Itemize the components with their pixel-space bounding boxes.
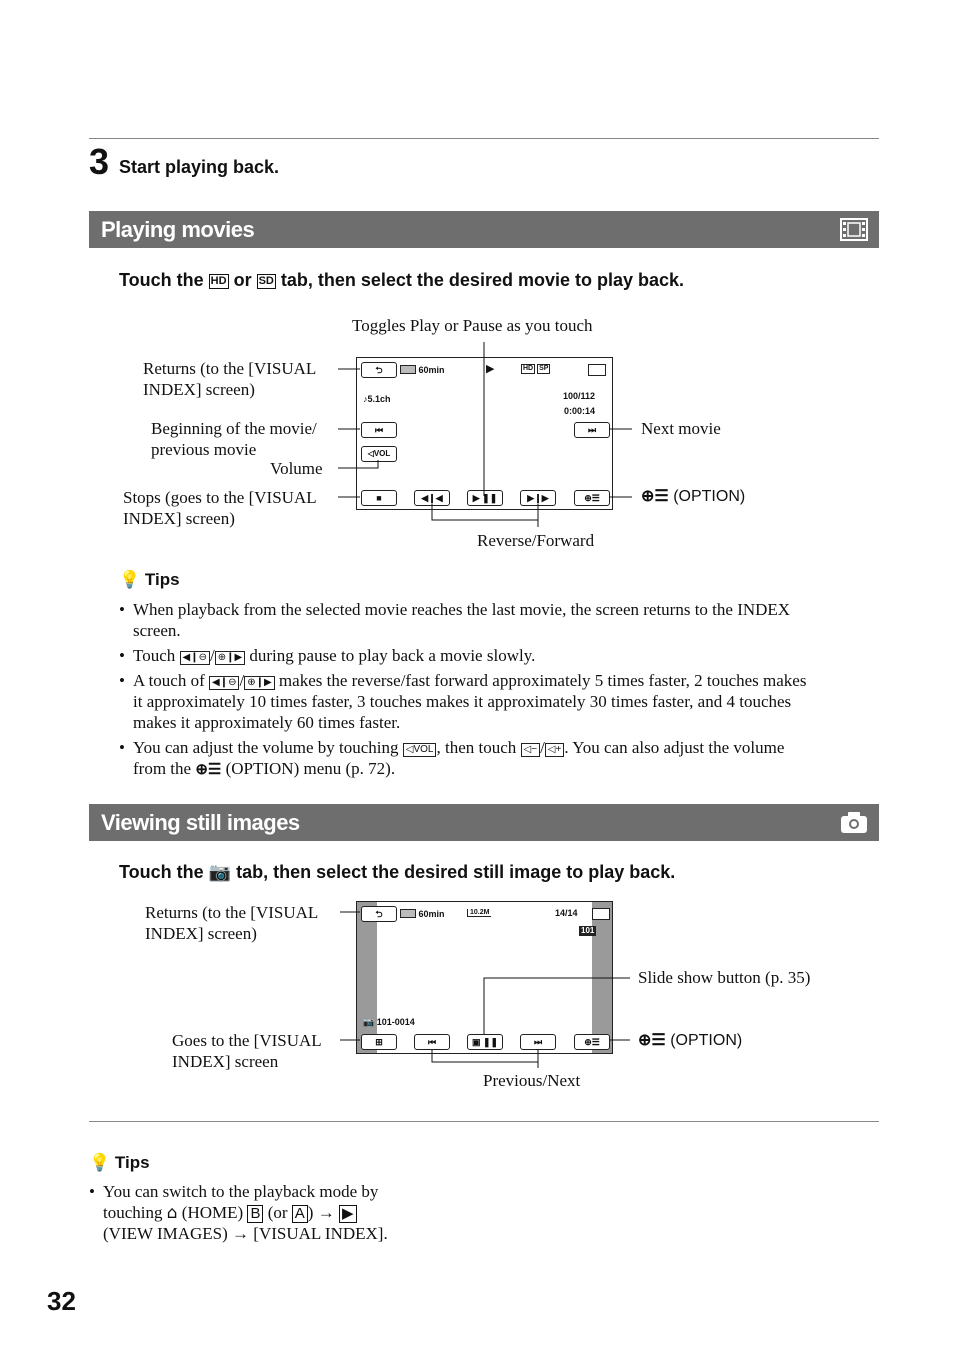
volume-label: VOL bbox=[373, 449, 391, 458]
tip-bullet-4: • bbox=[119, 738, 125, 757]
bottom-tip-text-b: (HOME) bbox=[181, 1203, 244, 1222]
hd-mode-icon: HD bbox=[523, 365, 534, 372]
tip-4-text-c: . You can also adjust the volume bbox=[564, 738, 785, 757]
forward-icon: ⊕❙▶ bbox=[244, 676, 274, 690]
stills-instruction-post: tab, then select the desired still image to play back. bbox=[236, 862, 676, 882]
step-title: Start playing back. bbox=[119, 157, 280, 177]
callout-volume: Volume bbox=[270, 459, 323, 478]
callout-reverse-forward: Reverse/Forward bbox=[477, 531, 595, 550]
option-icon: ⊕☰ bbox=[638, 1032, 666, 1049]
bottom-tip-line-3: (VIEW IMAGES) → [VISUAL INDEX]. bbox=[103, 1224, 388, 1243]
stills-callout-goes-2: INDEX] screen bbox=[172, 1052, 279, 1071]
bottom-tip-text-c: (or bbox=[267, 1203, 288, 1222]
tip-bullet-1: • bbox=[119, 600, 125, 619]
instruction-or: or bbox=[233, 270, 252, 290]
tip-2-text-a: Touch bbox=[133, 646, 176, 665]
callout-stops-2: INDEX] screen) bbox=[123, 509, 235, 528]
tip-4-line-1: You can adjust the volume by touching ◁VOL , then touch ◁− / ◁+ . You can also adjust the volume bbox=[133, 738, 785, 757]
play-pause-button[interactable]: ▶ ❚❚ bbox=[467, 490, 503, 506]
battery-remaining: 60min bbox=[418, 365, 445, 375]
tip-4-text-d: from the bbox=[133, 759, 192, 778]
key-b: B bbox=[247, 1205, 263, 1223]
folder-indicator: 101 bbox=[581, 926, 595, 935]
callout-next: Next movie bbox=[641, 419, 721, 438]
tip-3-text-b: makes the reverse/fast forward approximately 5 times faster, 2 touches makes bbox=[278, 671, 807, 690]
still-counter: 14/14 bbox=[555, 908, 578, 918]
home-icon: ⌂ bbox=[166, 1203, 178, 1223]
tip-3-line-3: makes it approximately 60 times faster. bbox=[133, 713, 401, 732]
section-title-stills: Viewing still images bbox=[101, 810, 300, 835]
next-image-button[interactable]: ⏭ bbox=[520, 1034, 556, 1050]
tip-bullet-2: • bbox=[119, 646, 125, 665]
image-size-value: 10.2M bbox=[467, 909, 491, 917]
tip-3-line-2: it approximately 10 times faster, 3 touches makes it approximately 30 times faster, and 4 touches bbox=[133, 692, 792, 711]
callout-stops-1: Stops (goes to the [VISUAL bbox=[123, 488, 317, 507]
camera-tab-icon: 📷 bbox=[208, 862, 232, 882]
bottom-tips-heading-label: Tips bbox=[114, 1153, 150, 1172]
slide-show-button[interactable]: ▣ ❚❚ bbox=[467, 1034, 503, 1050]
option-icon: ⊕☰ bbox=[641, 488, 669, 505]
view-images-icon: ▶ bbox=[339, 1205, 357, 1223]
stills-return-button[interactable]: ⮌ bbox=[361, 906, 397, 922]
tip-3-text-a: A touch of bbox=[133, 671, 205, 690]
quality-indicator: SP bbox=[539, 365, 549, 372]
index-button[interactable]: ⊞ bbox=[361, 1034, 397, 1050]
stills-callout-slideshow: Slide show button (p. 35) bbox=[638, 968, 811, 987]
tip-2-text-b: during pause to play back a movie slowly. bbox=[249, 646, 536, 665]
callout-toggle: Toggles Play or Pause as you touch bbox=[352, 316, 593, 335]
movie-counter: 100/112 bbox=[563, 391, 596, 401]
sd-tab-icon: SD bbox=[258, 275, 274, 287]
tips-heading-bottom bbox=[89, 1153, 150, 1173]
hd-tab-icon: HD bbox=[210, 275, 227, 287]
lightbulb-icon: 💡 bbox=[119, 570, 141, 589]
reverse-icon: ◀❙⊖ bbox=[209, 676, 239, 690]
stills-callout-returns-2: INDEX] screen) bbox=[145, 924, 257, 943]
bottom-tip-text-d: ) → bbox=[307, 1203, 335, 1222]
instruction-pre: Touch the bbox=[119, 270, 204, 290]
previous-movie-button[interactable]: ⏮ bbox=[361, 422, 397, 438]
option-button[interactable]: ⊕☰ bbox=[574, 490, 610, 506]
camera-icon: 📷 bbox=[363, 1017, 375, 1027]
bottom-tip-line-2 bbox=[103, 1202, 357, 1224]
slow-forward-icon: ⊕❙▶ bbox=[215, 651, 245, 665]
audio-indicator: ♪5.1ch bbox=[363, 394, 391, 404]
tip-4-text-a: You can adjust the volume by touching bbox=[133, 738, 399, 757]
lightbulb-icon: 💡 bbox=[89, 1153, 111, 1172]
forward-button[interactable]: ▶❙▶ bbox=[520, 490, 556, 506]
stills-callout-goes-1: Goes to the [VISUAL bbox=[172, 1031, 322, 1050]
bottom-tip-line-1: You can switch to the playback mode by bbox=[103, 1182, 379, 1201]
reverse-button[interactable]: ◀❙◀ bbox=[414, 490, 450, 506]
tip-bullet-3: • bbox=[119, 671, 125, 690]
step-number: 3 bbox=[89, 141, 110, 182]
bottom-tip-text-a: touching bbox=[103, 1203, 163, 1222]
tip-3-line-1: A touch of ◀❙⊖ / ⊕❙▶ makes the reverse/fast forward approximately 5 times faster, 2 touches makes bbox=[133, 671, 807, 690]
bottom-tip-bullet: • bbox=[89, 1182, 95, 1201]
callout-beginning-2: previous movie bbox=[151, 440, 257, 459]
callout-returns-2: INDEX] screen) bbox=[143, 380, 255, 399]
slow-reverse-icon: ◀❙⊖ bbox=[180, 651, 210, 665]
tip-4-text-b: , then touch bbox=[436, 738, 517, 757]
callout-returns-1: Returns (to the [VISUAL bbox=[143, 359, 317, 378]
stills-callout-returns-1: Returns (to the [VISUAL bbox=[145, 903, 319, 922]
stills-option-button[interactable]: ⊕☰ bbox=[574, 1034, 610, 1050]
volume-icon: ◁VOL bbox=[403, 743, 437, 757]
stop-button[interactable]: ■ bbox=[361, 490, 397, 506]
speaker-icon: ◁ bbox=[367, 449, 374, 458]
section-title-movies: Playing movies bbox=[101, 217, 255, 242]
volume-up-icon: ◁+ bbox=[545, 743, 565, 757]
instruction-post: tab, then select the desired movie to play back. bbox=[280, 270, 685, 290]
tip-1-line-1: When playback from the selected movie reaches the last movie, the screen returns to the INDEX bbox=[133, 600, 791, 619]
key-a: A bbox=[292, 1205, 308, 1223]
play-status-icon: ▶ bbox=[486, 363, 495, 375]
return-button[interactable]: ⮌ bbox=[361, 362, 397, 378]
option-icon: ⊕☰ bbox=[195, 761, 222, 778]
tip-2: Touch ◀❙⊖ / ⊕❙▶ during pause to play back a movie slowly. bbox=[133, 646, 536, 665]
previous-image-button[interactable]: ⏮ bbox=[414, 1034, 450, 1050]
bottom-rule bbox=[89, 1121, 879, 1122]
stills-instruction-pre: Touch the bbox=[119, 862, 204, 882]
stills-option-label: (OPTION) bbox=[670, 1032, 743, 1049]
next-movie-button[interactable]: ⏭ bbox=[574, 422, 610, 438]
stills-callout-prev-next: Previous/Next bbox=[483, 1071, 581, 1090]
callout-beginning-1: Beginning of the movie/ bbox=[151, 419, 317, 438]
movie-time: 0:00:14 bbox=[564, 406, 596, 416]
tips-heading-label: Tips bbox=[144, 570, 180, 589]
file-number: 101-0014 bbox=[376, 1017, 415, 1027]
stills-battery-remaining: 60min bbox=[418, 909, 445, 919]
page-number: 32 bbox=[47, 1286, 76, 1316]
volume-down-icon: ◁− bbox=[521, 743, 541, 757]
option-label: (OPTION) bbox=[673, 488, 746, 505]
tip-4-text-e: (OPTION) menu (p. 72). bbox=[225, 759, 396, 778]
tip-1-line-2: screen. bbox=[133, 621, 181, 640]
